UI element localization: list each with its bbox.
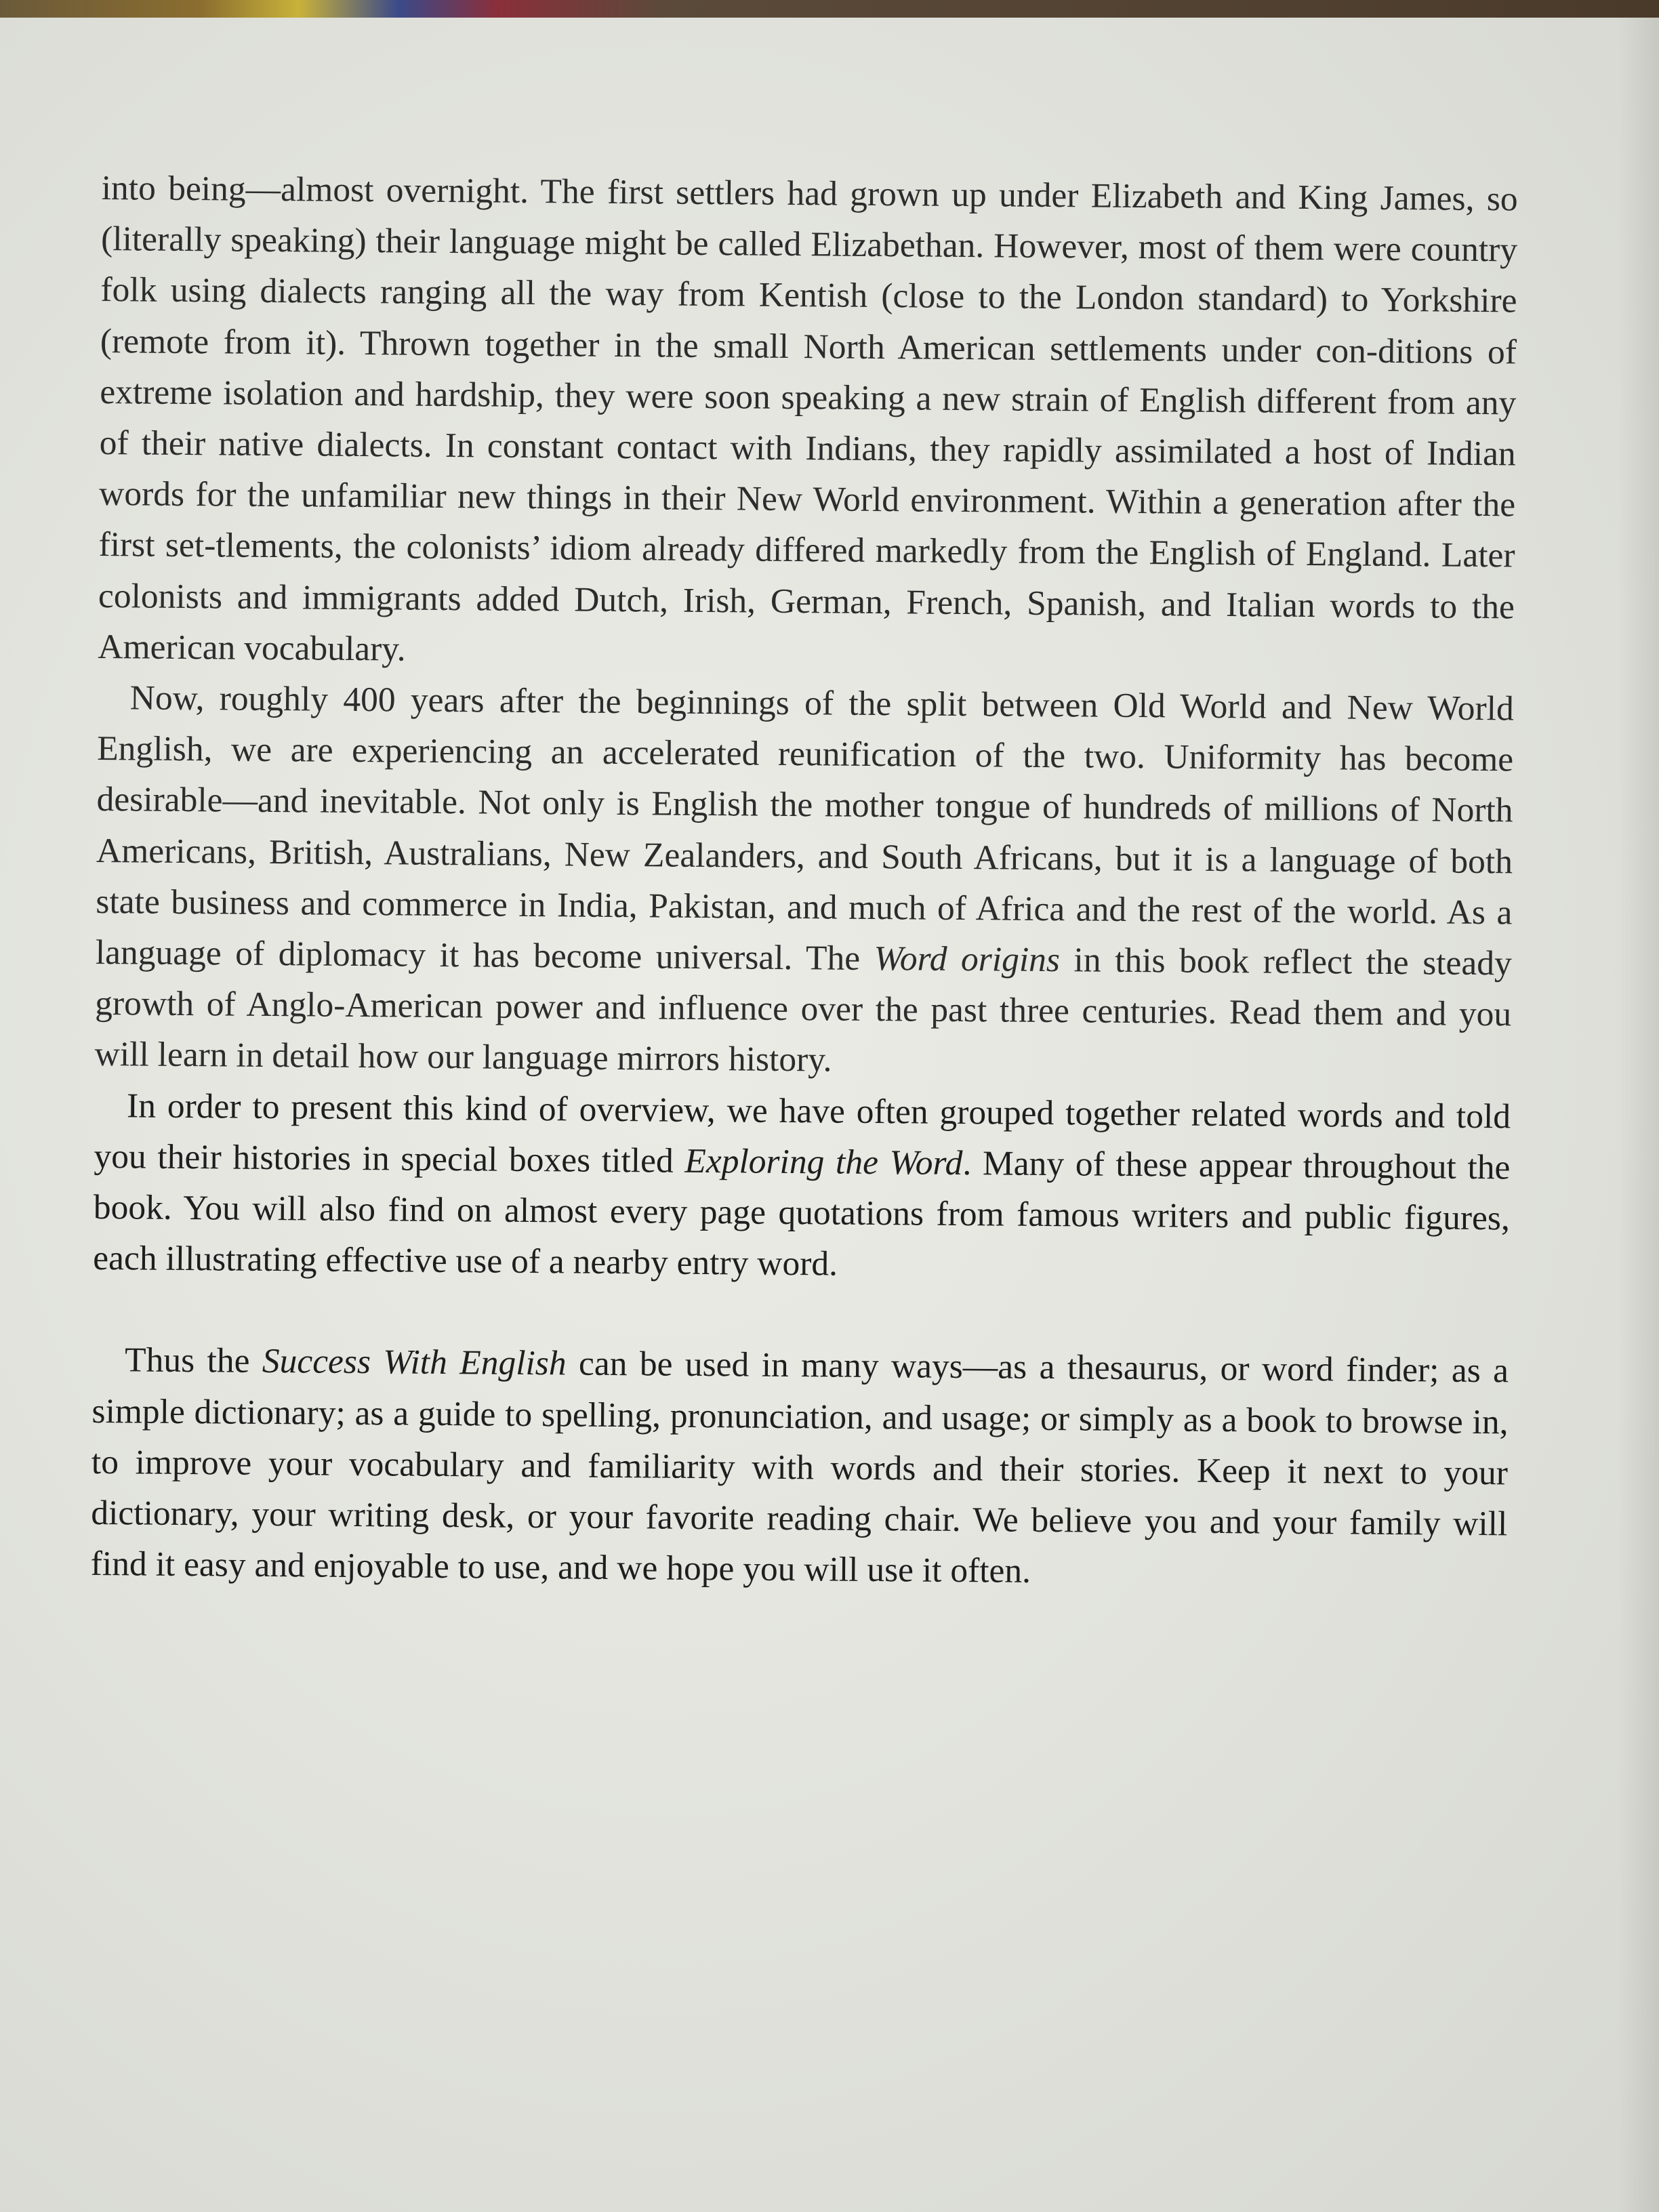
paragraph-4-text-b: can be used in many ways—as a thesaurus, or word finder; as a simple dictionary; as a guide to spelling, pronunciation, and usage; or simply as a book to browse in, to improve your vocabulary and familiarity with words and their stories. Keep it next to your dictionary, your writing desk, or your favorite reading chair. We believe you and your family will find it easy and enjoyable to use, and we hope you will use it often. <box>90 1344 1509 1591</box>
paragraph-3 <box>93 1080 1511 1295</box>
paragraph-1 <box>98 163 1518 683</box>
paragraph-3-text-b: . Many of these appear throughout the book. You will also find on almost every page quotations from famous writers and public figures, each illustrating effective use of a nearby entry word. <box>93 1143 1511 1284</box>
paragraph-1-text: into being—almost overnight. The first settlers had grown up under Elizabeth and King James, so (literally speaking) their language might be called Elizabethan. However, most of them were country folk using dialects ranging all the way from Kentish (close to the London standard) to Yorkshire (remote from it). Thrown together in the small North American settlements under con-ditions of extreme isolation and hardship, they were soon speaking a new strain of English different from any of their native dialects. In constant contact with Indians, they rapidly assimilated a host of Indian words for the unfamiliar new things in their New World environment. Within a generation after the first set-tlements, the colonists’ idiom already differed markedly from the English of England. Later colonists and immigrants added Dutch, Irish, German, French, Spanish, and Italian words to the American vocabulary. <box>98 168 1518 669</box>
paragraph-2-text-b: in this book reflect the steady growth of Anglo-American power and influence over the past three centuries. Read them and you will learn in detail how our language mirrors history. <box>94 941 1513 1080</box>
paragraph-4-text-a: Thus the <box>124 1340 263 1381</box>
paragraph-4 <box>90 1334 1509 1600</box>
paragraph-2-text-a: Now, roughly 400 years after the beginnings of the split between Old World and New World English, we are experiencing an accelerated reunification of the two. Uniformity has become desirable—and inevitable. Not only is English the mother tongue of hundreds of millions of North Americans, British, Australians, New Zealanders, and South Africans, but it is a language of both state business and commerce in India, Pakistan, and much of Africa and the rest of the world. As a language of diplomacy it has become universal. The <box>95 678 1514 979</box>
paragraph-4-italic-title: Success With English <box>262 1342 567 1383</box>
body-text <box>90 163 1517 1601</box>
background-strip <box>0 0 1659 18</box>
paragraph-2 <box>94 672 1514 1091</box>
paragraph-3-italic-term: Exploring the Word <box>684 1141 963 1183</box>
paragraph-2-italic-term: Word origins <box>874 939 1061 980</box>
page-edge-shadow <box>1618 18 1659 2212</box>
paragraph-3-text-a: In order to present this kind of overview, we have often grouped together related words and told you their histories in special boxes titled <box>94 1086 1511 1181</box>
